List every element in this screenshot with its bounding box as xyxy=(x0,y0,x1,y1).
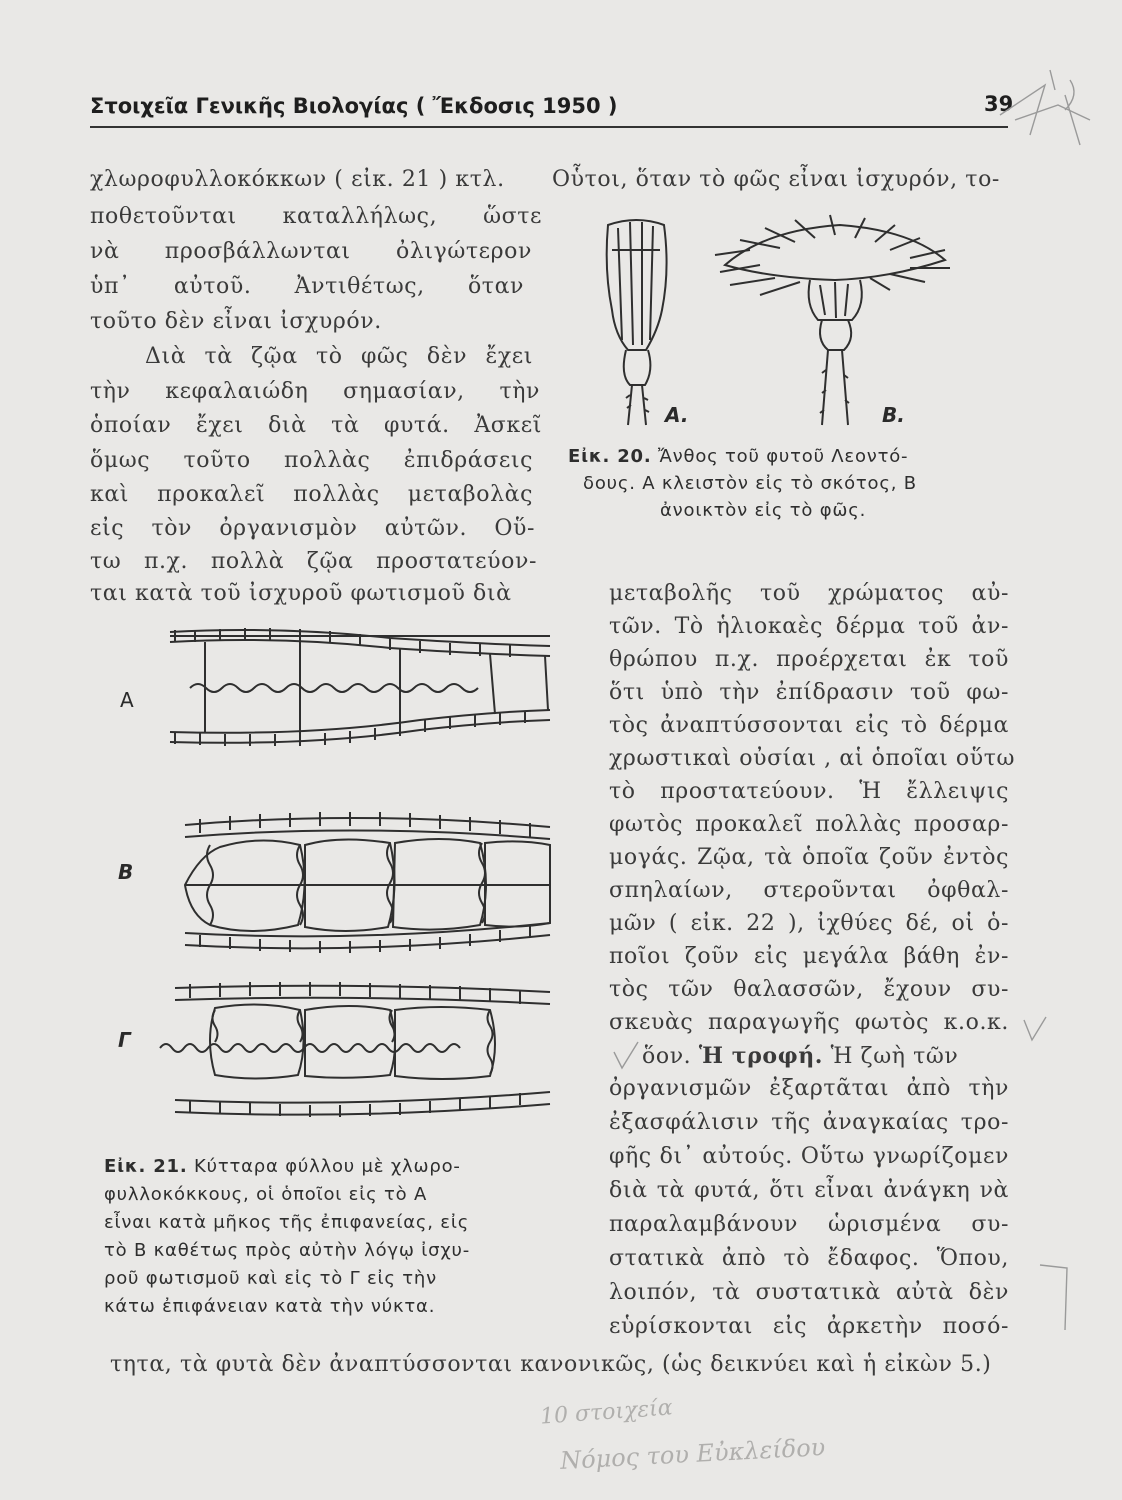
right-text-line: ποῖοι ζοῦν εἰς μεγάλα βάθη ἐν- xyxy=(609,944,1009,969)
right-text-line: διὰ τὰ φυτά, ὅτι εἶναι ἀνάγκη νὰ xyxy=(609,1178,1009,1203)
left-text-line: νὰ προσβάλλωνται ὀλιγώτερον xyxy=(90,239,532,264)
pencil-check-mark xyxy=(612,1040,642,1070)
pencil-note-1: 10 στοιχεία xyxy=(539,1395,674,1430)
figure-20-caption-line: δους. Α κλειστὸν εἰς τὸ σκότος, Β xyxy=(583,473,917,494)
text-line-top-left: χλωροφυλλοκόκκων ( εἰκ. 21 ) κτλ. xyxy=(90,167,505,192)
right-text-line: φῆς δι᾽ αὐτούς. Οὕτω γνωρίζομεν xyxy=(609,1144,1009,1169)
right-text-line: ὅτι ὑπὸ τὴν ἐπίδρασιν τοῦ φω- xyxy=(609,680,1009,705)
open-flower-b xyxy=(715,215,950,425)
right-text-line: σπηλαίων, στεροῦνται ὀφθαλ- xyxy=(609,878,1009,903)
right-text-line: εὑρίσκονται εἰς ἀρκετὴν ποσό- xyxy=(609,1314,1009,1339)
figure-20-caption-number: Εἰκ. 20. xyxy=(568,446,652,467)
left-text-line: τὴν κεφαλαιώδη σημασίαν, τὴν xyxy=(90,379,540,404)
right-text-line: χρωστικαὶ οὐσίαι , αἱ ὁποῖαι οὕτω xyxy=(609,746,1016,771)
right-text-line: ἐξασφάλισιν τῆς ἀναγκαίας τρο- xyxy=(609,1110,1009,1135)
right-text-line: ὀργανισμῶν ἐξαρτᾶται ἀπὸ τὴν xyxy=(609,1076,1009,1101)
running-header-title: Στοιχεῖα Γενικῆς Βιολογίας ( Ἔκδοσις 1950 ) xyxy=(90,94,618,118)
right-text-line: μῶν ( εἰκ. 22 ), ἰχθύες δέ, οἱ ὁ- xyxy=(609,911,1009,936)
text-line-bottom: τητα, τὰ φυτὰ δὲν ἀναπτύσσονται κανονικῶς, (ὡς δεικνύει καὶ ἡ εἰκὼν 5.) xyxy=(110,1352,992,1377)
page-number: 39 xyxy=(984,92,1014,116)
left-text-line: ὅμως τοῦτο πολλὰς ἐπιδράσεις xyxy=(90,448,533,473)
right-text-line: θρώπου π.χ. προέρχεται ἐκ τοῦ xyxy=(609,647,1009,672)
closed-flower-a xyxy=(607,220,667,425)
right-text-line: τὸς ἀναπτύσσονται εἰς τὸ δέρμα xyxy=(609,713,1009,738)
left-text-line: ὁποίαν ἔχει διὰ τὰ φυτά. Ἀσκεῖ xyxy=(90,413,542,438)
left-text-line: ὑπ᾽ αὐτοῦ. Ἀντιθέτως, ὅταν xyxy=(90,274,524,299)
left-text-line: Διὰ τὰ ζῷα τὸ φῶς δὲν ἔχει xyxy=(145,344,533,369)
right-text-line: λοιπόν, τὰ συστατικὰ αὐτὰ δὲν xyxy=(609,1280,1009,1305)
nutrition-heading: Ἡ τροφή. xyxy=(698,1043,824,1069)
figure-21-panel-b xyxy=(180,805,560,955)
text-line-top-right: Οὗτοι, ὅταν τὸ φῶς εἶναι ἰσχυρόν, το- xyxy=(552,167,1000,192)
figure-21-caption-line: εἶναι κατὰ μῆκος τῆς ἐπιφανείας, εἰς xyxy=(104,1212,470,1233)
figure-21-caption-line: τὸ Β καθέτως πρὸς αὐτὴν λόγῳ ἰσχυ- xyxy=(104,1240,471,1261)
left-text-line: τω π.χ. πολλὰ ζῷα προστατεύον- xyxy=(90,549,537,574)
right-text-line: τὸ προστατεύουν. Ἡ ἔλλειψις xyxy=(609,779,1009,804)
pencil-note-2: Νόμος του Εὐκλείδου xyxy=(559,1433,826,1475)
figure-21-caption-text: Κύτταρα φύλλου μὲ χλωρο- xyxy=(194,1156,461,1177)
figure-21-caption-number: Εἰκ. 21. xyxy=(104,1156,188,1177)
figure-20-drawing xyxy=(590,210,1010,435)
figure-21-caption-line: φυλλοκόκκους, οἱ ὁποῖοι εἰς τὸ Α xyxy=(104,1184,428,1205)
nutrition-prefix: ὅον. xyxy=(642,1044,692,1069)
right-text-line: στατικὰ ἀπὸ τὸ ἔδαφος. Ὅπου, xyxy=(609,1246,1009,1271)
right-text-line: μεταβολῆς τοῦ χρώματος αὐ- xyxy=(609,581,1009,606)
left-text-line: ται κατὰ τοῦ ἰσχυροῦ φωτισμοῦ διὰ xyxy=(90,581,512,606)
figure-20-label-b: B. xyxy=(882,403,905,427)
figure-20-label-a: A. xyxy=(665,403,689,427)
nutrition-line xyxy=(642,1043,1008,1069)
figure-21-label-g: Γ xyxy=(118,1028,131,1052)
figure-21-panel-a xyxy=(160,618,560,758)
header-rule xyxy=(90,126,1008,128)
right-text-line: τὸς τῶν θαλασσῶν, ἔχουν συ- xyxy=(609,977,1009,1002)
right-text-line: μογάς. Ζῷα, τὰ ὁποῖα ζοῦν ἐντὸς xyxy=(609,845,1009,870)
figure-20-caption-line: ἀνοικτὸν εἰς τὸ φῶς. xyxy=(660,500,867,521)
pencil-bracket xyxy=(1035,1260,1075,1340)
figure-20-caption-line xyxy=(568,446,908,467)
figure-20-caption-text: Ἄνθος τοῦ φυτοῦ Λεοντό- xyxy=(658,446,909,467)
right-text-line: τῶν. Τὸ ἡλιοκαὲς δέρμα τοῦ ἀν- xyxy=(609,614,1009,639)
pencil-scribble-top xyxy=(960,60,1110,170)
figure-21-panel-g xyxy=(160,980,560,1120)
left-text-line: τοῦτο δὲν εἶναι ἰσχυρόν. xyxy=(90,309,382,334)
nutrition-suffix: Ἡ ζωὴ τῶν xyxy=(830,1044,959,1069)
figure-21-label-b: B xyxy=(118,860,134,884)
figure-21-caption-line xyxy=(104,1156,461,1177)
right-text-line: φωτὸς προκαλεῖ πολλὰς προσαρ- xyxy=(609,812,1009,837)
figure-21-caption-line: ροῦ φωτισμοῦ καὶ εἰς τὸ Γ εἰς τὴν xyxy=(104,1268,437,1289)
figure-21-caption-line: κάτω ἐπιφάνειαν κατὰ τὴν νύκτα. xyxy=(104,1296,436,1317)
right-text-line: παραλαμβάνουν ὡρισμένα συ- xyxy=(609,1212,1009,1237)
left-text-line: εἰς τὸν ὀργανισμὸν αὐτῶν. Οὕ- xyxy=(90,516,535,541)
pencil-check-mark-right xyxy=(1022,1015,1052,1045)
left-text-line: ποθετοῦνται καταλλήλως, ὥστε xyxy=(90,204,542,229)
left-text-line: καὶ προκαλεῖ πολλὰς μεταβολὰς xyxy=(90,482,533,507)
right-text-line: σκευὰς παραγωγῆς φωτὸς κ.ο.κ. xyxy=(609,1010,1009,1035)
figure-21-label-a: A xyxy=(120,688,134,712)
